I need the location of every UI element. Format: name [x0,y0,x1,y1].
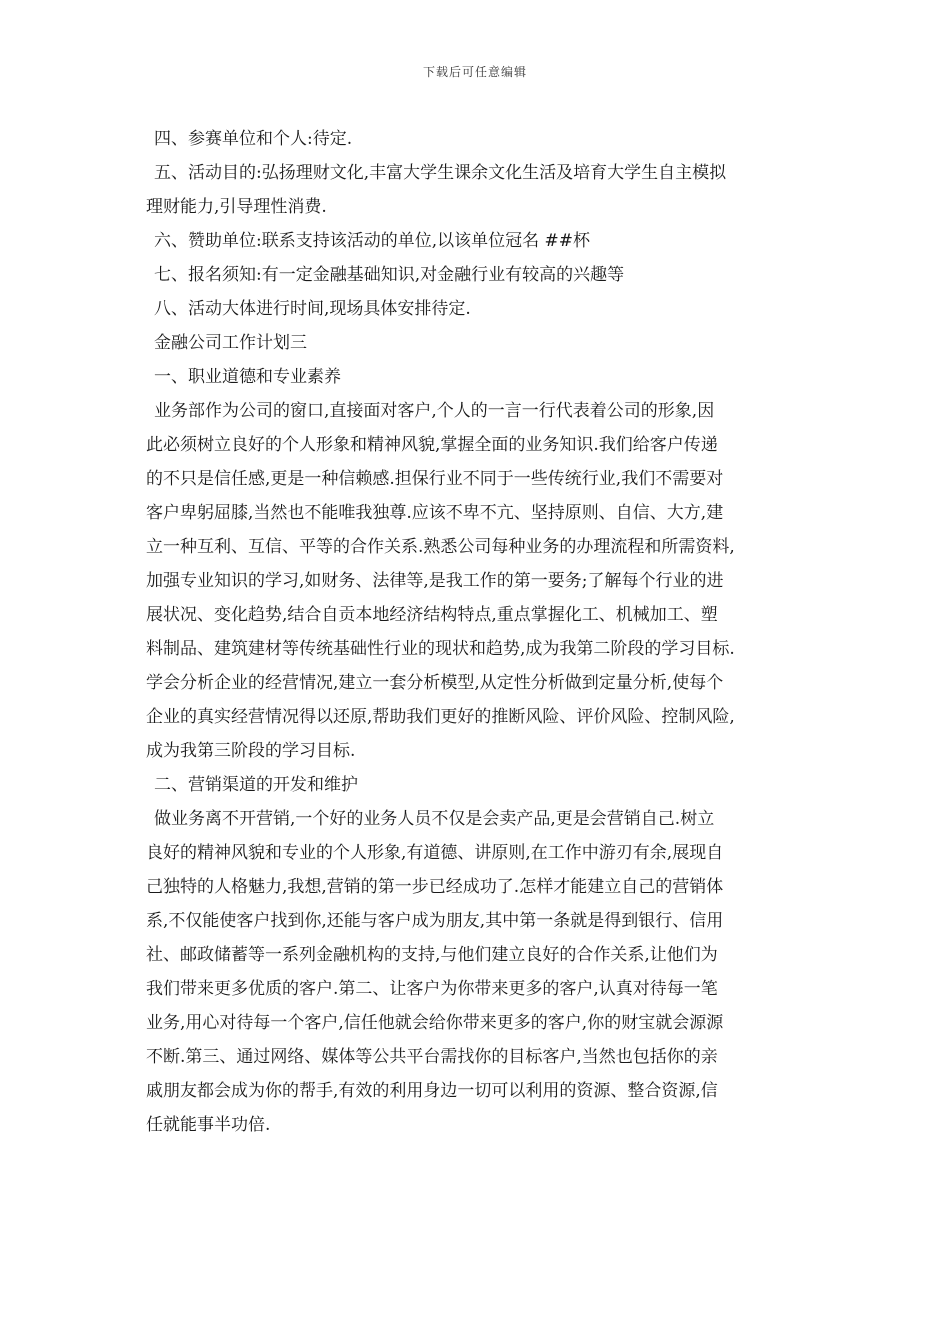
text-line: 客户卑躬屈膝,当然也不能唯我独尊.应该不卑不亢、坚持原则、自信、大方,建 [146,503,724,523]
text-line: 己独特的人格魅力,我想,营销的第一步已经成功了.怎样才能建立自己的营销体 [146,877,724,897]
text-line: 业务,用心对待每一个客户,信任他就会给你带来更多的客户,你的财宝就会源源 [146,1013,724,1033]
text-line: 六、赞助单位:联系支持该活动的单位,以该单位冠名 ##杯 [154,231,591,251]
text-line: 八、活动大体进行时间,现场具体安排待定. [154,299,471,319]
section-title: 金融公司工作计划三 [154,333,307,353]
text-line: 社、邮政储蓄等一系列金融机构的支持,与他们建立良好的合作关系,让他们为 [146,945,718,965]
text-line: 做业务离不开营销,一个好的业务人员不仅是会卖产品,更是会营销自己.树立 [154,809,715,829]
text-line: 此必须树立良好的个人形象和精神风貌,掌握全面的业务知识.我们给客户传递 [146,435,718,455]
text-line: 成为我第三阶段的学习目标. [146,741,356,761]
text-line: 企业的真实经营情况得以还原,帮助我们更好的推断风险、评价风险、控制风险, [146,707,735,727]
text-line: 加强专业知识的学习,如财务、法律等,是我工作的第一要务;了解每个行业的进 [146,571,724,591]
text-line: 展状况、变化趋势,结合自贡本地经济结构特点,重点掌握化工、机械加工、塑 [146,605,718,625]
text-line: 良好的精神风貌和专业的个人形象,有道德、讲原则,在工作中游刃有余,展现自 [146,843,724,863]
text-line: 业务部作为公司的窗口,直接面对客户,个人的一言一行代表着公司的形象,因 [154,401,715,421]
text-line: 学会分析企业的经营情况,建立一套分析模型,从定性分析做到定量分析,使每个 [146,673,724,693]
text-line: 立一种互利、互信、平等的合作关系.熟悉公司每种业务的办理流程和所需资料, [146,537,735,557]
section-heading: 二、营销渠道的开发和维护 [154,775,358,795]
text-line: 我们带来更多优质的客户.第二、让客户为你带来更多的客户,认真对待每一笔 [146,979,718,999]
document-body [146,122,810,1142]
text-line: 系,不仅能使客户找到你,还能与客户成为朋友,其中第一条就是得到银行、信用 [146,911,724,931]
page-header-note: 下载后可任意编辑 [422,65,527,79]
text-line: 理财能力,引导理性消费. [146,197,327,217]
text-line: 五、活动目的:弘扬理财文化,丰富大学生课余文化生活及培育大学生自主模拟 [154,163,727,183]
text-line: 任就能事半功倍. [146,1115,271,1135]
text-line: 不断.第三、通过网络、媒体等公共平台需找你的目标客户,当然也包括你的亲 [146,1047,718,1067]
text-line: 戚朋友都会成为你的帮手,有效的利用身边一切可以利用的资源、整合资源,信 [146,1081,718,1101]
text-line: 的不只是信任感,更是一种信赖感.担保行业不同于一些传统行业,我们不需要对 [146,469,724,489]
text-line: 四、参赛单位和个人:待定. [154,129,353,149]
text-line: 料制品、建筑建材等传统基础性行业的现状和趋势,成为我第二阶段的学习目标. [146,639,735,659]
text-line: 七、报名须知:有一定金融基础知识,对金融行业有较高的兴趣等 [154,265,625,285]
section-heading: 一、职业道德和专业素养 [154,367,341,387]
